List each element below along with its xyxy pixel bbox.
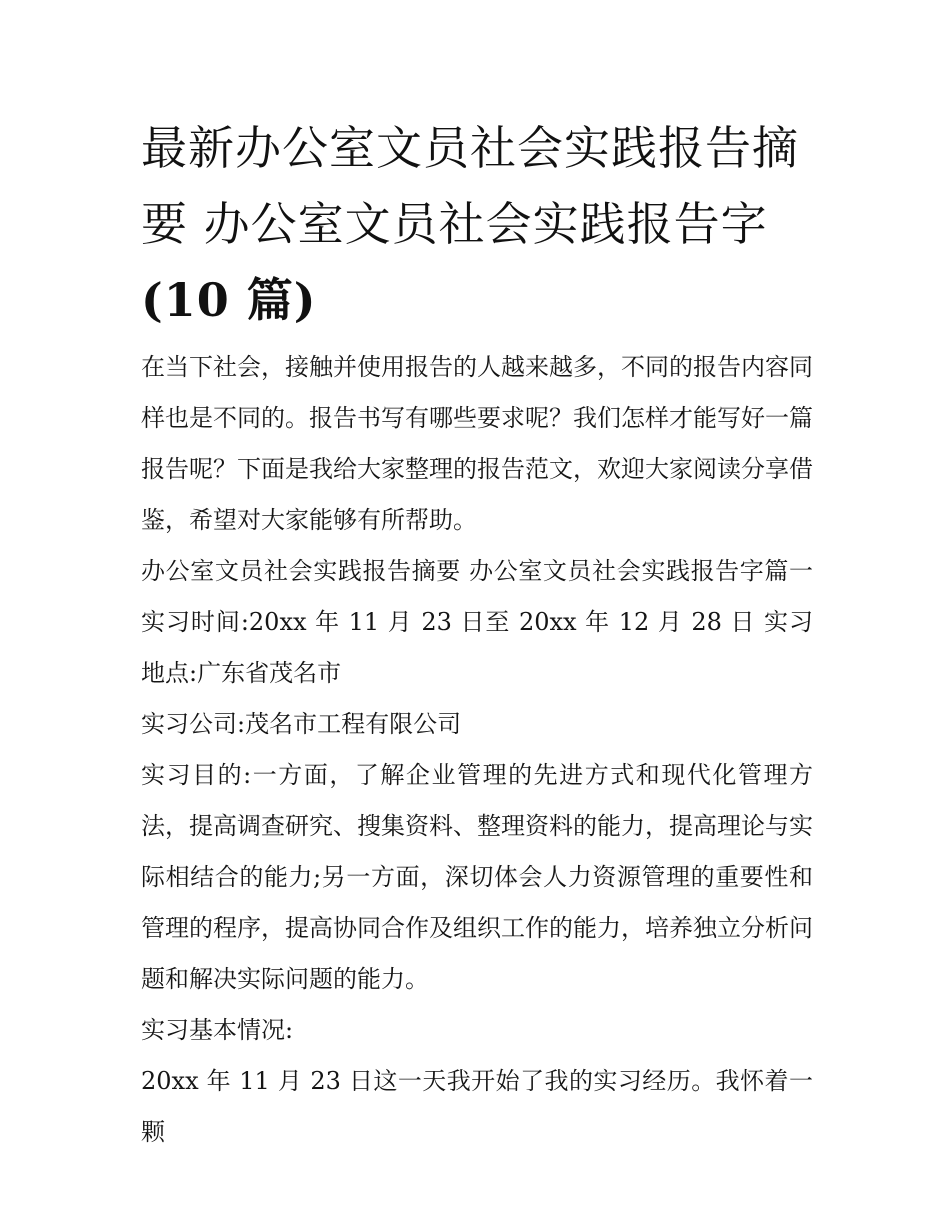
document-title	[141, 110, 813, 338]
title-count-text: (10 篇)	[141, 273, 317, 327]
purpose-paragraph: 实习目的:一方面，了解企业管理的先进方式和现代化管理方法，提高调查研究、搜集资料、整理资料的能力，提高理论与实际相结合的能力;另一方面，深切体会人力资源管理的重要性和管理的程序，提高协同合作及组织工作的能力，培养独立分析问题和解决实际问题的能力。	[141, 761, 813, 993]
company-paragraph: 实习公司:茂名市工程有限公司	[141, 710, 462, 738]
title-main-text: 最新办公室文员社会实践报告摘要 办公室文员社会实践报告字	[141, 121, 799, 251]
document-body	[141, 110, 813, 1158]
report-heading-paragraph: 办公室文员社会实践报告摘要 办公室文员社会实践报告字篇一 实习时间:20xx 年 11 月 23 日至 20xx 年 12 月 28 日 实习地点:广东省茂名市	[141, 557, 813, 687]
intro-paragraph: 在当下社会，接触并使用报告的人越来越多，不同的报告内容同样也是不同的。报告书写有哪些要求呢？我们怎样才能写好一篇报告呢？下面是我给大家整理的报告范文，欢迎大家阅读分享借鉴，希望对大家能够有所帮助。	[141, 353, 813, 534]
basic-info-heading: 实习基本情况:	[141, 1016, 294, 1044]
experience-paragraph: 20xx 年 11 月 23 日这一天我开始了我的实习经历。我怀着一颗	[141, 1067, 813, 1146]
